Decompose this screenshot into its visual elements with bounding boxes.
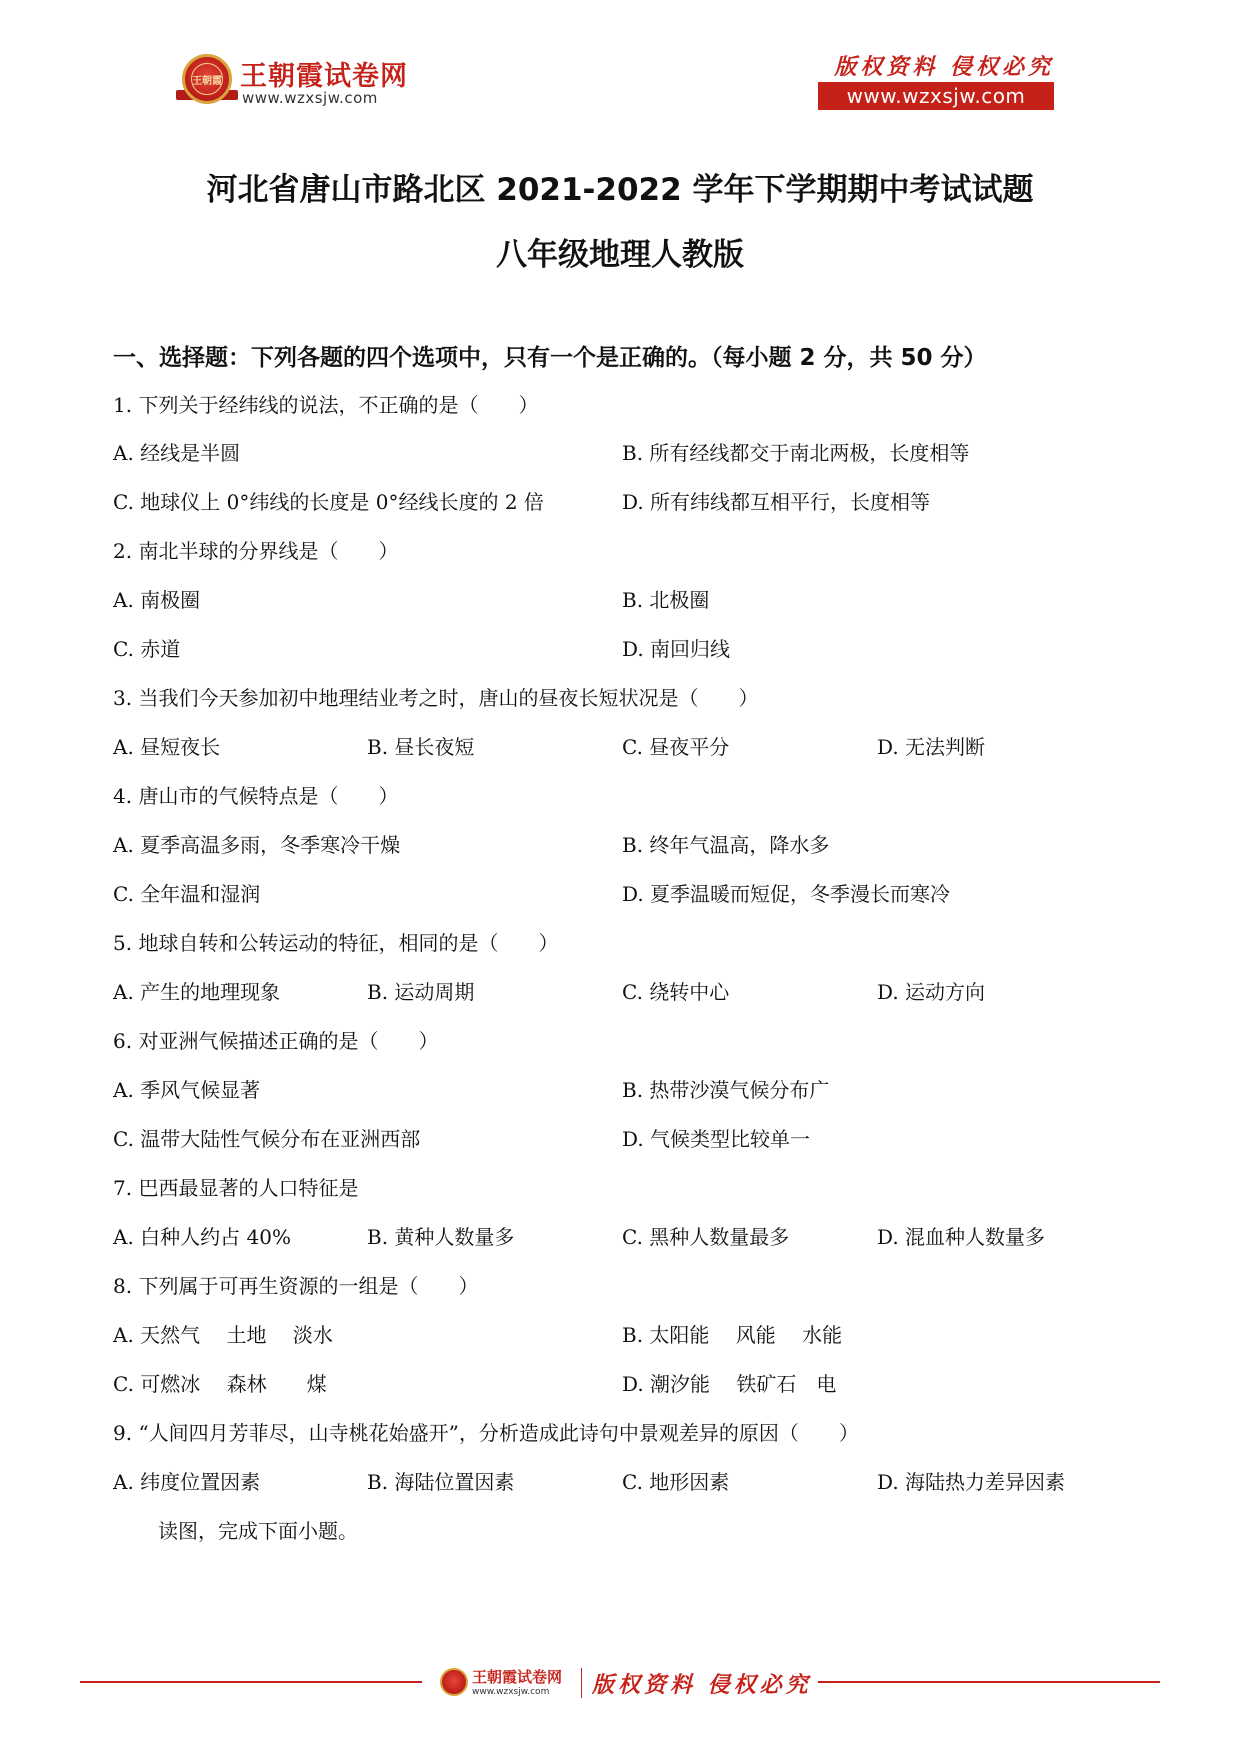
q7-option-a: A. 白种人约占 40%	[113, 1225, 291, 1249]
seal-text: 王朝霞	[191, 63, 223, 95]
q3-option-a: A. 昼短夜长	[113, 735, 221, 759]
footer-copyright: 版权资料 侵权必究	[592, 1672, 812, 1698]
q2-option-c: C. 赤道	[113, 637, 181, 661]
q5-option-b: B. 运动周期	[367, 980, 475, 1004]
q2-option-b: B. 北极圈	[622, 588, 710, 612]
q5-option-c: C. 绕转中心	[622, 980, 730, 1004]
q4-option-c: C. 全年温和湿润	[113, 882, 261, 906]
q6-option-a: A. 季风气候显著	[113, 1078, 261, 1102]
q3-option-d: D. 无法判断	[877, 735, 986, 759]
q6-option-d: D. 气候类型比较单一	[622, 1127, 811, 1151]
q9-option-c: C. 地形因素	[622, 1470, 730, 1494]
copyright-text: 版权资料 侵权必究	[834, 54, 1054, 80]
q9-option-d: D. 海陆热力差异因素	[877, 1470, 1066, 1494]
q3-option-b: B. 昼长夜短	[367, 735, 475, 759]
q4-option-d: D. 夏季温暖而短促，冬季漫长而寒冷	[622, 882, 951, 906]
brand-logo[interactable]	[182, 50, 422, 112]
q5-option-d: D. 运动方向	[877, 980, 986, 1004]
q7-option-b: B. 黄种人数量多	[367, 1225, 515, 1249]
q8-option-c: C. 可燃冰 森林 煤	[113, 1372, 327, 1396]
q4-option-a: A. 夏季高温多雨，冬季寒冷干燥	[113, 833, 401, 857]
question-6: 6. 对亚洲气候描述正确的是（ ）	[113, 1029, 439, 1053]
footer-brand-url[interactable]: www.wzxsjw.com	[472, 1687, 550, 1697]
seal-icon	[182, 54, 232, 104]
footer-seal-icon	[440, 1668, 468, 1696]
footer-divider-left	[80, 1681, 422, 1683]
copyright-url[interactable]: www.wzxsjw.com	[846, 84, 1026, 108]
footer-brand-name: 王朝霞试卷网	[472, 1668, 563, 1686]
q2-option-a: A. 南极圈	[113, 588, 201, 612]
q1-option-b: B. 所有经线都交于南北两极，长度相等	[622, 441, 970, 465]
copyright-url-box[interactable]	[818, 82, 1054, 110]
question-1: 1. 下列关于经纬线的说法，不正确的是（ ）	[113, 393, 539, 417]
q9-option-b: B. 海陆位置因素	[367, 1470, 515, 1494]
page-subtitle: 八年级地理人教版	[496, 237, 744, 273]
question-7: 7. 巴西最显著的人口特征是	[113, 1176, 359, 1200]
question-8: 8. 下列属于可再生资源的一组是（ ）	[113, 1274, 479, 1298]
copyright-banner	[818, 50, 1054, 110]
q8-option-d: D. 潮汐能 铁矿石 电	[622, 1372, 837, 1396]
section-heading: 一、选择题：下列各题的四个选项中，只有一个是正确的。（每小题 2 分，共 50 分）	[113, 345, 987, 371]
q5-option-a: A. 产生的地理现象	[113, 980, 281, 1004]
brand-url[interactable]: www.wzxsjw.com	[242, 89, 378, 107]
footer-vertical-divider	[581, 1668, 582, 1698]
q7-option-c: C. 黑种人数量最多	[622, 1225, 790, 1249]
q1-option-c: C. 地球仪上 0°纬线的长度是 0°经线长度的 2 倍	[113, 490, 544, 514]
q9-option-a: A. 纬度位置因素	[113, 1470, 261, 1494]
question-2: 2. 南北半球的分界线是（ ）	[113, 539, 399, 563]
footer-divider-right	[818, 1681, 1160, 1683]
q2-option-d: D. 南回归线	[622, 637, 731, 661]
q4-option-b: B. 终年气温高，降水多	[622, 833, 830, 857]
q1-option-d: D. 所有纬线都互相平行，长度相等	[622, 490, 931, 514]
question-5: 5. 地球自转和公转运动的特征，相同的是（ ）	[113, 931, 559, 955]
q7-option-d: D. 混血种人数量多	[877, 1225, 1046, 1249]
q1-option-a: A. 经线是半圆	[113, 441, 241, 465]
question-3: 3. 当我们今天参加初中地理结业考之时，唐山的昼夜长短状况是（ ）	[113, 686, 759, 710]
brand-name: 王朝霞试卷网	[240, 61, 408, 92]
question-4: 4. 唐山市的气候特点是（ ）	[113, 784, 399, 808]
q3-option-c: C. 昼夜平分	[622, 735, 730, 759]
q8-option-b: B. 太阳能 风能 水能	[622, 1323, 843, 1347]
q6-option-b: B. 热带沙漠气候分布广	[622, 1078, 830, 1102]
q6-option-c: C. 温带大陆性气候分布在亚洲西部	[113, 1127, 421, 1151]
reading-note: 读图，完成下面小题。	[158, 1519, 358, 1543]
footer-logo[interactable]	[440, 1664, 812, 1704]
page-title: 河北省唐山市路北区 2021-2022 学年下学期期中考试试题	[206, 172, 1034, 208]
question-9: 9. “人间四月芳菲尽，山寺桃花始盛开”，分析造成此诗句中景观差异的原因（ ）	[113, 1421, 859, 1445]
q8-option-a: A. 天然气 土地 淡水	[113, 1323, 333, 1347]
